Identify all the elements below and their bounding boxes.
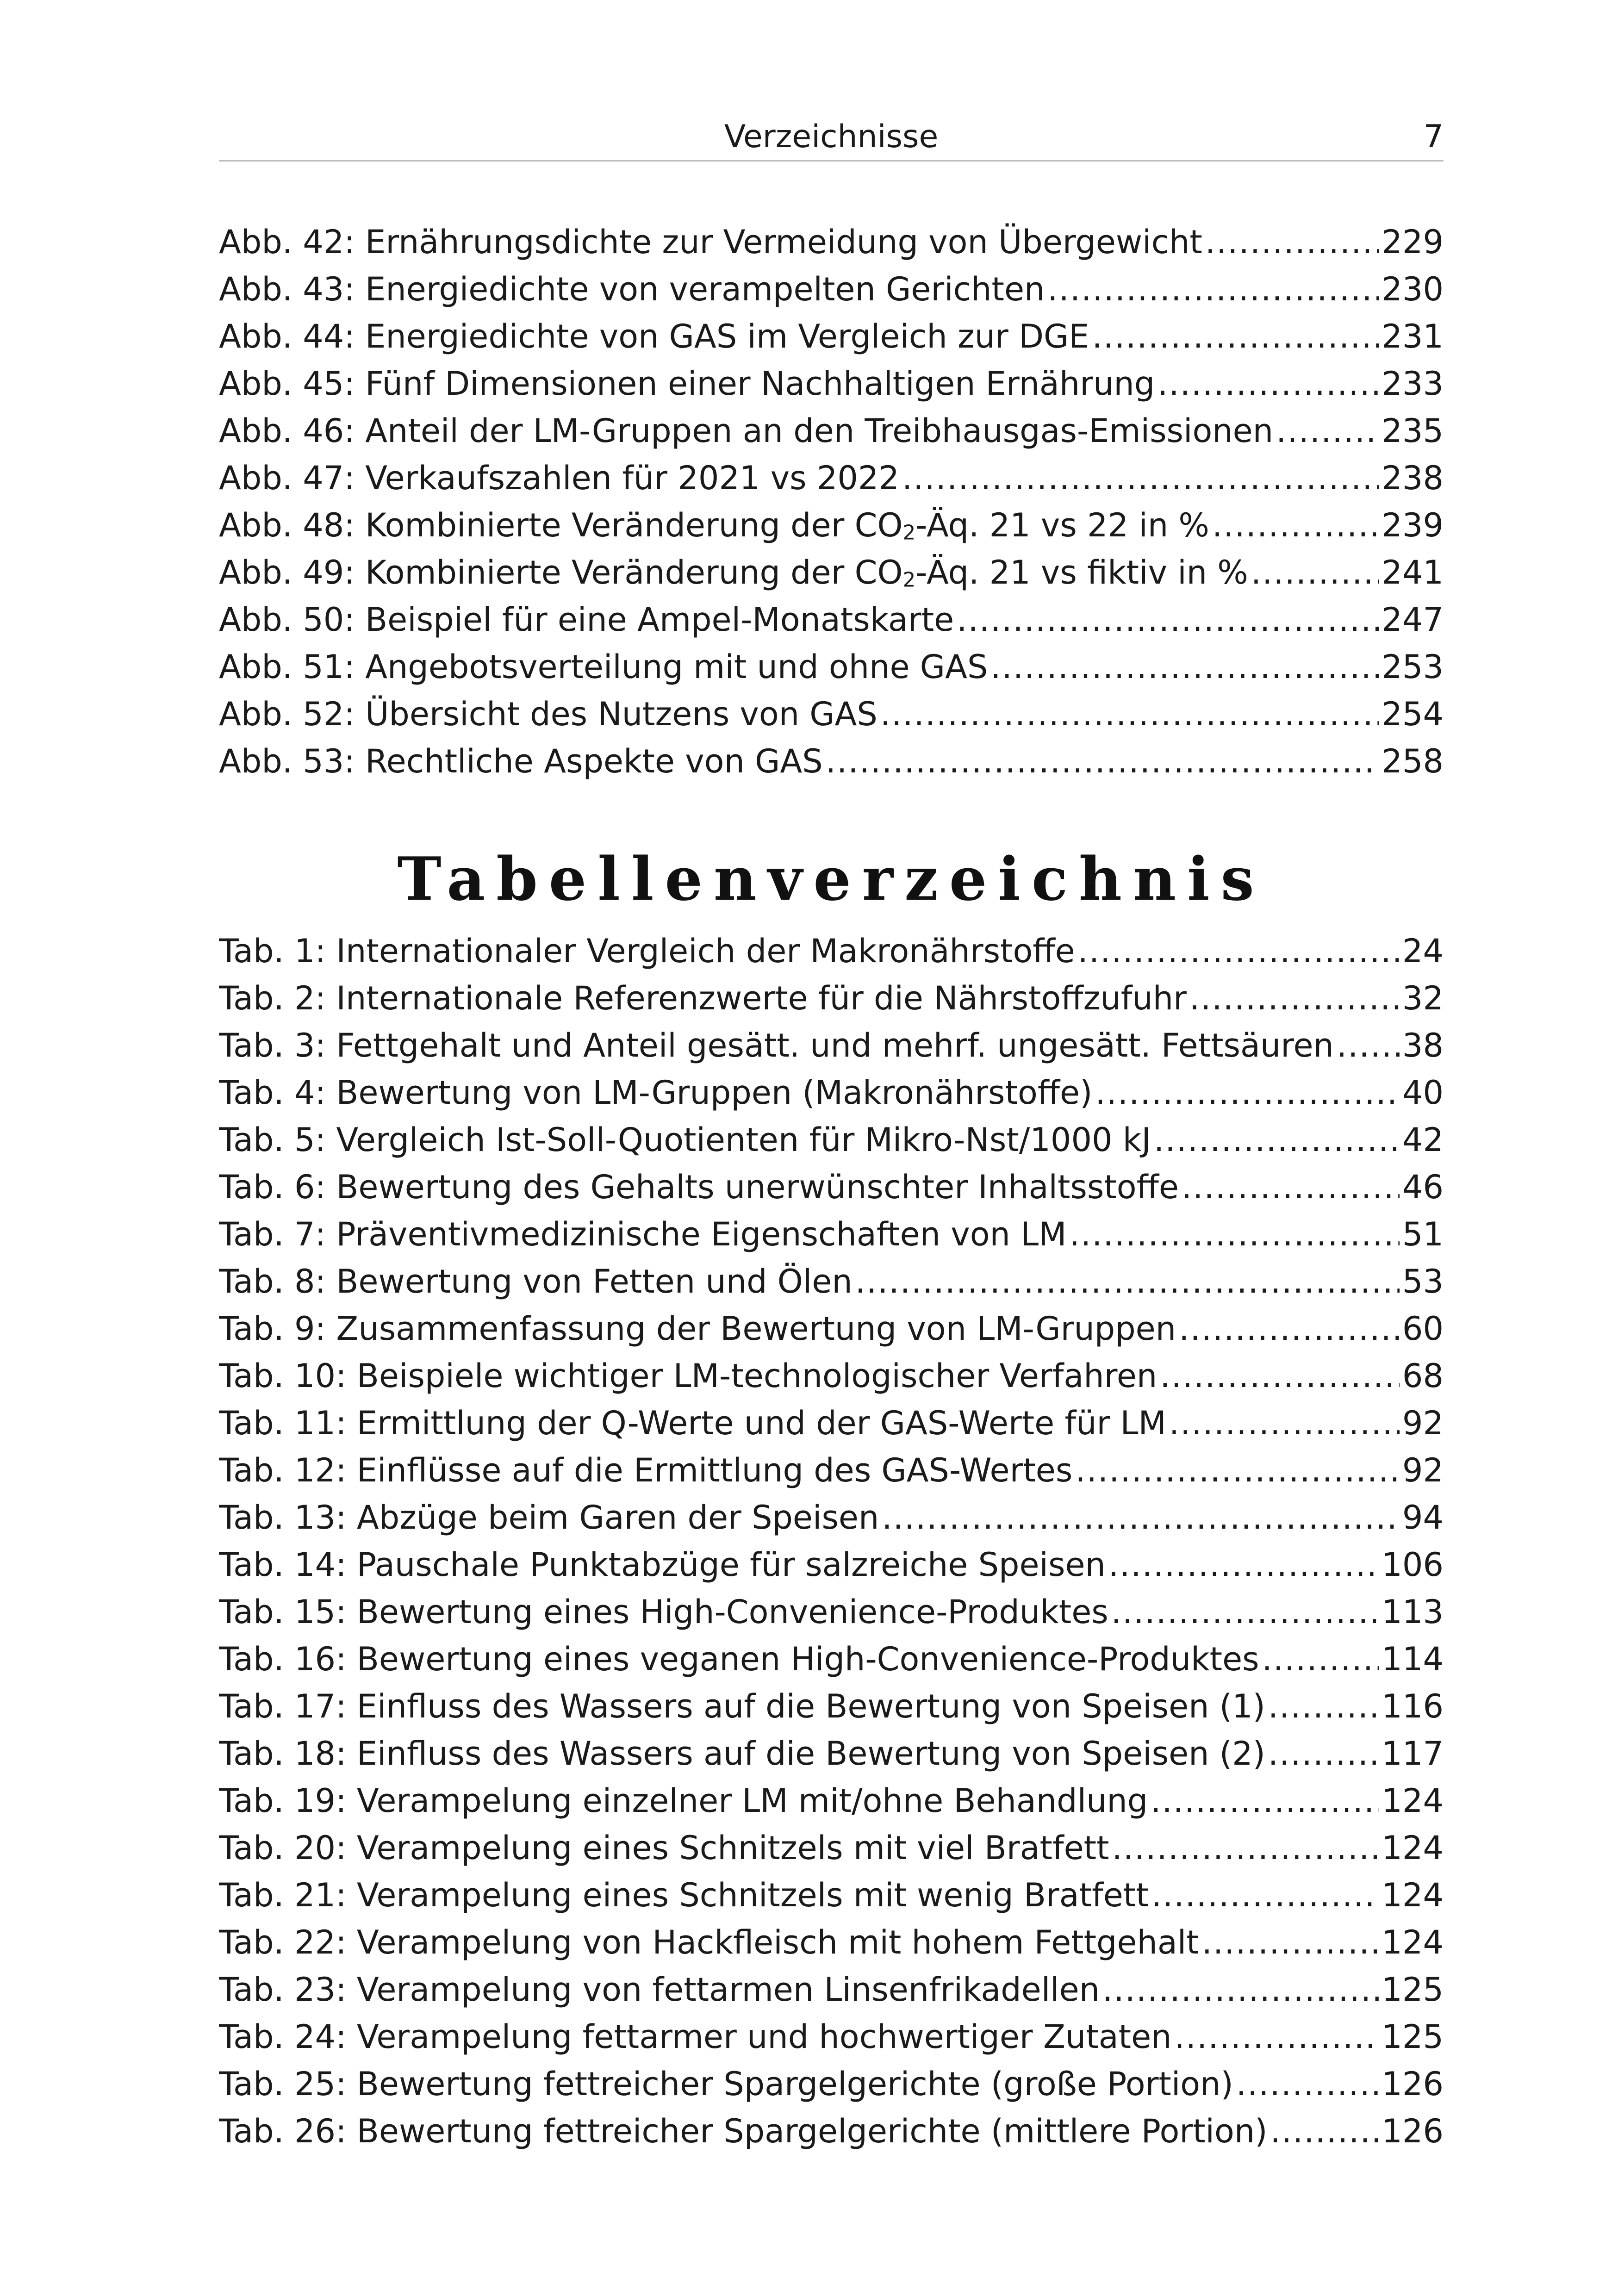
toc-entry[interactable] [219,1116,1444,1164]
dot-leader [1151,1872,1379,1919]
dot-leader [1337,1022,1400,1069]
entry-title: Tab. 1: Internationaler Vergleich der Makronährstoffe [219,932,1075,970]
entry-title: Tab. 25: Bewertung fettreicher Spargelgerichte (große Portion) [219,2065,1233,2103]
dot-leader [990,643,1379,691]
dot-leader [1095,1069,1400,1116]
dot-leader [1092,313,1379,360]
entry-title-start: Abb. 49: Kombinierte Veränderung der CO [219,554,903,591]
dot-leader [1102,1966,1379,2013]
entry-page: 126 [1382,2065,1444,2103]
dot-leader [1157,360,1379,407]
toc-entry[interactable] [219,218,1444,266]
toc-entry[interactable] [219,2108,1444,2155]
dot-leader [1151,1777,1379,1824]
toc-entry[interactable] [219,596,1444,643]
entry-page: 125 [1382,1971,1444,2009]
entry-title: Abb. 51: Angebotsverteilung mit und ohne GAS [219,648,988,686]
dot-leader [1179,1305,1400,1352]
entry-title: Tab. 18: Einfluss des Wassers auf die Bewertung von Speisen (2) [219,1735,1265,1773]
dot-leader [1078,927,1400,975]
dot-leader [957,596,1379,643]
entry-title: Tab. 12: Einflüsse auf die Ermittlung des GAS-Wertes [219,1451,1073,1489]
entry-page: 24 [1402,932,1444,970]
entry-title [219,549,1248,596]
dot-leader [1276,407,1379,454]
entry-page: 116 [1382,1687,1444,1725]
page-number: 7 [1423,118,1444,155]
entry-title: Tab. 2: Internationale Referenzwerte für die Nährstoffzufuhr [219,979,1187,1017]
toc-entry[interactable] [219,1447,1444,1494]
entry-page: 94 [1402,1499,1444,1537]
toc-entry[interactable] [219,1636,1444,1683]
dot-leader [1182,1164,1400,1211]
dot-leader [1251,549,1379,596]
entry-title: Tab. 15: Bewertung eines High-Convenience-Produktes [219,1593,1108,1631]
toc-entry[interactable] [219,1305,1444,1352]
running-title: Verzeichnisse [724,118,939,155]
running-header [219,116,1444,162]
entry-title: Tab. 6: Bewertung des Gehalts unerwünschter Inhaltsstoffe [219,1168,1179,1206]
entry-title: Tab. 11: Ermittlung der Q-Werte und der GAS-Werte für LM [219,1404,1166,1442]
dot-leader [1108,1541,1379,1588]
toc-entry[interactable] [219,1352,1444,1400]
entry-title: Tab. 14: Pauschale Punktabzüge für salzreiche Speisen [219,1546,1106,1584]
toc-entry[interactable] [219,1966,1444,2013]
toc-entry[interactable] [219,1494,1444,1541]
entry-page: 68 [1402,1357,1444,1395]
dot-leader [1112,1824,1379,1872]
entry-title: Tab. 4: Bewertung von LM-Gruppen (Makronährstoffe) [219,1074,1093,1112]
entry-page: 46 [1402,1168,1444,1206]
co2-subscript: 2 [902,521,916,545]
toc-entry[interactable] [219,2013,1444,2060]
toc-entry[interactable] [219,643,1444,691]
entry-title: Tab. 19: Verampelung einzelner LM mit/ohne Behandlung [219,1782,1148,1820]
entry-page: 125 [1382,2018,1444,2056]
entry-page: 124 [1382,1829,1444,1867]
dot-leader [1047,266,1379,313]
dot-leader [1205,218,1379,266]
toc-entry[interactable] [219,975,1444,1022]
entry-page: 229 [1382,223,1444,261]
toc-entry[interactable] [219,1588,1444,1636]
entry-title: Abb. 43: Energiedichte von verampelten Gerichten [219,270,1045,308]
entry-title-end: -Äq. 21 vs 22 in % [915,506,1209,544]
dot-leader [1202,1919,1379,1966]
entry-title: Tab. 21: Verampelung eines Schnitzels mit wenig Bratfett [219,1876,1149,1914]
entry-page: 40 [1402,1074,1444,1112]
entry-page: 113 [1382,1593,1444,1631]
toc-entry[interactable] [219,1164,1444,1211]
entry-title: Tab. 23: Verampelung von fettarmen Linsenfrikadellen [219,1971,1100,2009]
entry-title: Tab. 20: Verampelung eines Schnitzels mit viel Bratfett [219,1829,1109,1867]
entry-page: 106 [1382,1546,1444,1584]
entry-page: 231 [1382,317,1444,355]
toc-entry[interactable] [219,1069,1444,1116]
dot-leader [880,691,1379,738]
entry-page: 124 [1382,1782,1444,1820]
toc-entry[interactable] [219,1541,1444,1588]
entry-page: 92 [1402,1451,1444,1489]
entry-title: Tab. 17: Einfluss des Wassers auf die Bewertung von Speisen (1) [219,1687,1265,1725]
entry-title: Tab. 16: Bewertung eines veganen High-Convenience-Produktes [219,1640,1259,1678]
entry-page: 238 [1382,459,1444,497]
dot-leader [1070,1211,1400,1258]
toc-entry[interactable] [219,1777,1444,1824]
entry-title: Abb. 50: Beispiel für eine Ampel-Monatskarte [219,601,954,639]
entry-title: Abb. 44: Energiedichte von GAS im Vergleich zur DGE [219,317,1089,355]
entry-page: 42 [1402,1121,1444,1159]
toc-entry[interactable] [219,266,1444,313]
toc-entry[interactable] [219,1824,1444,1872]
entry-title: Tab. 9: Zusammenfassung der Bewertung von LM-Gruppen [219,1310,1176,1348]
dot-leader [1175,2013,1379,2060]
section-heading: Tabellenverzeichnis [397,845,1265,914]
table-list [219,927,1444,2155]
entry-title: Tab. 13: Abzüge beim Garen der Speisen [219,1499,879,1537]
entry-page: 38 [1402,1027,1444,1064]
dot-leader [1270,2108,1379,2155]
dot-leader [1236,2060,1379,2108]
dot-leader [1268,1683,1379,1730]
toc-entry[interactable] [219,1400,1444,1447]
entry-title: Abb. 52: Übersicht des Nutzens von GAS [219,695,877,733]
dot-leader [1268,1730,1379,1777]
entry-title: Abb. 42: Ernährungsdichte zur Vermeidung von Übergewicht [219,223,1202,261]
dot-leader [1212,502,1379,549]
toc-entry[interactable] [219,1919,1444,1966]
entry-page: 51 [1402,1215,1444,1253]
toc-entry[interactable] [219,691,1444,738]
entry-title: Abb. 47: Verkaufszahlen für 2021 vs 2022 [219,459,899,497]
entry-title: Tab. 8: Bewertung von Fetten und Ölen [219,1263,853,1300]
entry-page: 233 [1382,365,1444,403]
toc-entry[interactable] [219,454,1444,502]
toc-entry[interactable] [219,2060,1444,2108]
entry-page: 92 [1402,1404,1444,1442]
entry-page: 254 [1382,695,1444,733]
entry-title: Abb. 53: Rechtliche Aspekte von GAS [219,742,823,780]
toc-entry[interactable] [219,502,1444,549]
toc-entry[interactable] [219,927,1444,975]
entry-title: Tab. 5: Vergleich Ist-Soll-Quotienten für Mikro-Nst/1000 kJ [219,1121,1151,1159]
toc-entry[interactable] [219,407,1444,454]
entry-page: 53 [1402,1263,1444,1300]
entry-title: Tab. 26: Bewertung fettreicher Spargelgerichte (mittlere Portion) [219,2112,1268,2150]
entry-title: Tab. 24: Verampelung fettarmer und hochwertiger Zutaten [219,2018,1172,2056]
toc-entry[interactable] [219,1258,1444,1305]
toc-entry[interactable] [219,1683,1444,1730]
dot-leader [1154,1116,1400,1164]
dot-leader [826,738,1379,785]
entry-title: Tab. 3: Fettgehalt und Anteil gesätt. und mehrf. ungesätt. Fettsäuren [219,1027,1334,1064]
entry-page: 253 [1382,648,1444,686]
entry-page: 258 [1382,742,1444,780]
dot-leader [1111,1588,1379,1636]
entry-page: 230 [1382,270,1444,308]
entry-title: Tab. 7: Präventivmedizinische Eigenschaften von LM [219,1215,1067,1253]
entry-page: 124 [1382,1876,1444,1914]
toc-entry[interactable] [219,1022,1444,1069]
dot-leader [1262,1636,1379,1683]
entry-page: 241 [1382,554,1444,591]
co2-subscript: 2 [902,568,916,592]
entry-page: 117 [1382,1735,1444,1773]
entry-title: Abb. 45: Fünf Dimensionen einer Nachhaltigen Ernährung [219,365,1155,403]
toc-entry[interactable] [219,1730,1444,1777]
toc-entry[interactable] [219,313,1444,360]
entry-title-end: -Äq. 21 vs fiktiv in % [915,554,1248,591]
toc-entry[interactable] [219,360,1444,407]
entry-title: Abb. 46: Anteil der LM-Gruppen an den Treibhausgas-Emissionen [219,412,1274,450]
dot-leader [855,1258,1400,1305]
dot-leader [1075,1447,1400,1494]
entry-page: 247 [1382,601,1444,639]
entry-page: 235 [1382,412,1444,450]
entry-title-start: Abb. 48: Kombinierte Veränderung der CO [219,506,903,544]
dot-leader [882,1494,1400,1541]
entry-page: 124 [1382,1923,1444,1961]
dot-leader [902,454,1379,502]
entry-page: 126 [1382,2112,1444,2150]
dot-leader [1169,1400,1400,1447]
toc-entry[interactable] [219,1872,1444,1919]
entry-title: Tab. 22: Verampelung von Hackfleisch mit hohem Fettgehalt [219,1923,1199,1961]
entry-title [219,502,1209,549]
figure-list [219,218,1444,785]
toc-entry[interactable] [219,738,1444,785]
dot-leader [1160,1352,1400,1400]
entry-page: 32 [1402,979,1444,1017]
toc-entry[interactable] [219,1211,1444,1258]
entry-title: Tab. 10: Beispiele wichtiger LM-technologischer Verfahren [219,1357,1157,1395]
entry-page: 60 [1402,1310,1444,1348]
dot-leader [1189,975,1400,1022]
entry-page: 239 [1382,506,1444,544]
entry-page: 114 [1382,1640,1444,1678]
toc-entry[interactable] [219,549,1444,596]
